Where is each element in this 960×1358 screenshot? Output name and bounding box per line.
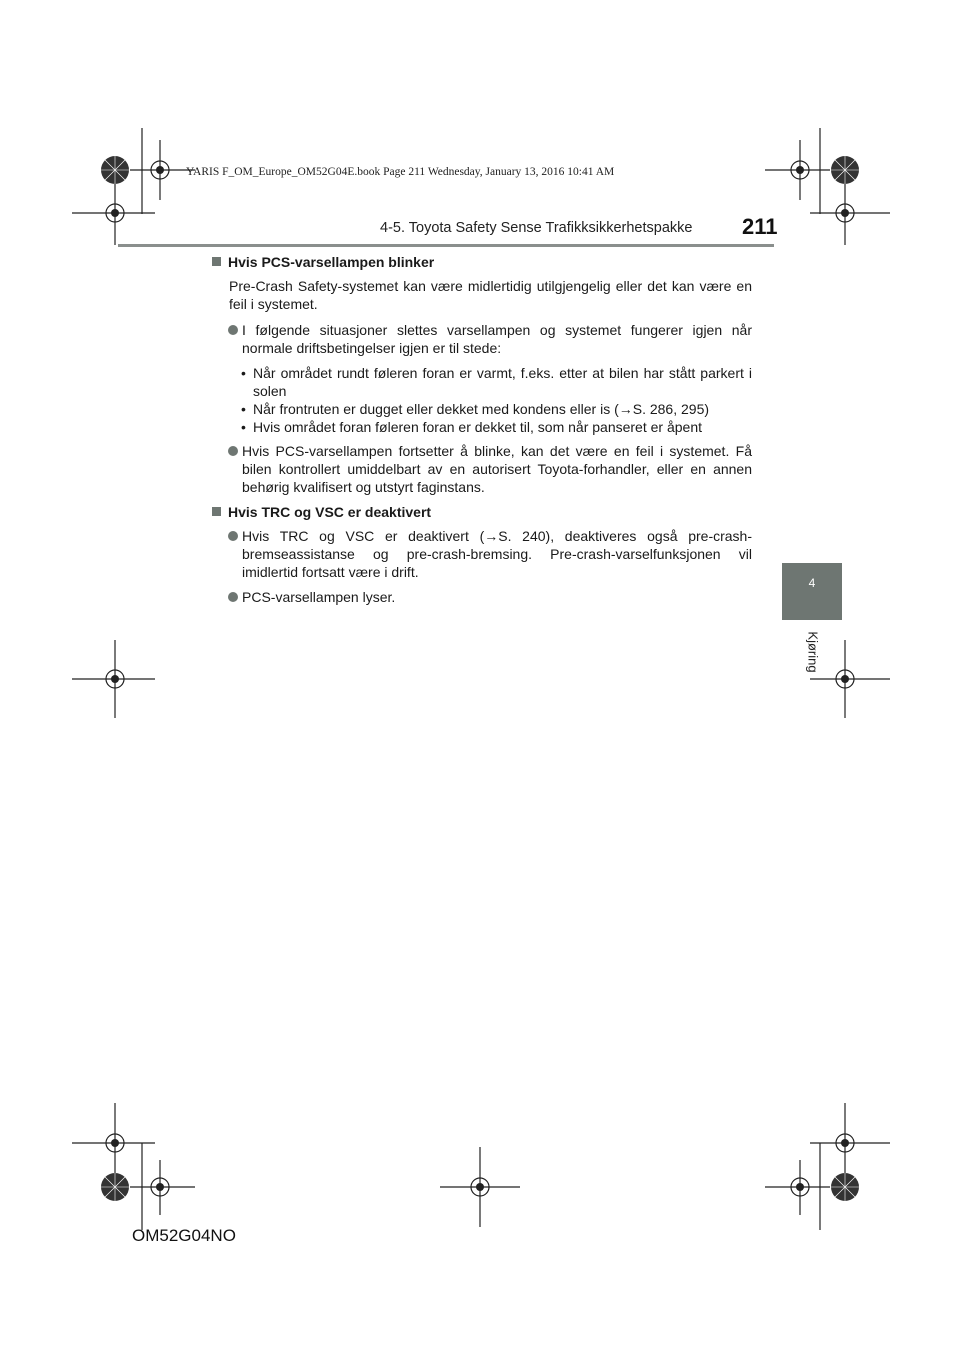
dot-bullet-icon: • (241, 401, 246, 417)
page-number: 211 (742, 214, 778, 239)
sub-list-item: • Hvis området foran føleren foran er dekket til, som når panseret er åpent (241, 419, 702, 435)
document-code: OM52G04NO (132, 1226, 236, 1245)
list-item: PCS-varsellampen lyser. (212, 588, 752, 606)
sub-list (212, 364, 752, 436)
header-rule (118, 244, 774, 247)
chapter-number: 4 (808, 576, 816, 590)
page-content (212, 253, 752, 613)
section-title: 4-5. Toyota Safety Sense Trafikksikkerhetspakke (380, 220, 693, 236)
sub-list-item: • Når frontruten er dugget eller dekket med kondens eller is (→S. 286, 295) (241, 401, 710, 417)
section-heading: Hvis TRC og VSC er deaktivert (212, 503, 752, 521)
list-item: Hvis TRC og VSC er deaktivert (→S. 240), deaktiveres også pre-crash-bremseassistanse og pre-crash-bremsing. Pre-crash-varselfunksjonen vil imidlertid fortsatt være i drift. (212, 527, 752, 581)
dot-bullet-icon: • (241, 365, 246, 381)
square-bullet-icon (212, 507, 221, 516)
section-heading: Hvis PCS-varsellampen blinker (212, 253, 752, 271)
circle-bullet-icon (228, 325, 238, 335)
circle-bullet-icon (228, 531, 238, 541)
print-info-line: YARIS F_OM_Europe_OM52G04E.book Page 211 Wednesday, January 13, 2016 10:41 AM (186, 166, 615, 178)
list-item: I følgende situasjoner slettes varsellampen og systemet fungerer igjen når normale driftsbetingelser igjen er til stede: (212, 321, 752, 357)
chapter-label: Kjøring (805, 631, 821, 673)
circle-bullet-icon (228, 446, 238, 456)
square-bullet-icon (212, 257, 221, 266)
section-intro: Pre-Crash Safety-systemet kan være midlertidig utilgjengelig eller det kan være en feil i systemet. (229, 278, 752, 312)
circle-bullet-icon (228, 592, 238, 602)
dot-bullet-icon: • (241, 419, 246, 435)
sub-list-item: • Når området rundt føleren foran er varmt, f.eks. etter at bilen har stått parkert i solen (241, 365, 752, 399)
list-item: Hvis PCS-varsellampen fortsetter å blinke, kan det være en feil i systemet. Få bilen kontrollert umiddelbart av en autorisert Toyota-forhandler, eller en annen behørig kvalifisert og utstyrt faginstans. (212, 442, 752, 496)
chapter-tab (782, 563, 842, 620)
